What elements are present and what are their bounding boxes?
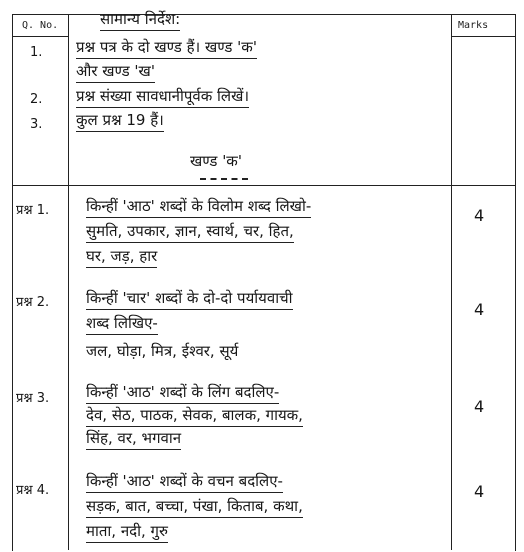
question-line: माता, नदी, गुरु xyxy=(86,520,168,543)
question-label: प्रश्न 1. xyxy=(16,203,50,218)
column-divider-marks xyxy=(451,14,452,550)
question-line: किन्हीं 'आठ' शब्दों के वचन बदलिए- xyxy=(86,470,283,493)
section-title: खण्ड 'क' xyxy=(190,152,242,170)
section-title-underline xyxy=(200,178,248,180)
instruction-line: कुल प्रश्न 19 हैं। xyxy=(76,109,164,132)
question-marks: 4 xyxy=(474,397,485,416)
column-divider-qno xyxy=(68,14,69,550)
question-line: सुमति, उपकार, ज्ञान, स्वार्थ, चर, हित, xyxy=(86,220,294,243)
marks-header-rule xyxy=(451,36,515,37)
question-marks: 4 xyxy=(474,206,485,225)
instruction-number: 2. xyxy=(30,92,43,107)
question-line: किन्हीं 'आठ' शब्दों के लिंग बदलिए- xyxy=(86,381,279,404)
instructions-title: सामान्य निर्देश: xyxy=(100,8,180,31)
question-line: जल, घोड़ा, मित्र, ईश्वर, सूर्य xyxy=(86,342,239,360)
question-marks: 4 xyxy=(474,300,485,319)
qno-header-rule xyxy=(12,36,69,37)
marks-header: Marks xyxy=(458,20,489,31)
qno-header: Q. No. xyxy=(22,20,59,31)
instruction-line: प्रश्न संख्या सावधानीपूर्वक लिखें। xyxy=(76,85,249,108)
question-label: प्रश्न 2. xyxy=(16,295,50,310)
instruction-number: 1. xyxy=(30,45,43,60)
question-line: देव, सेठ, पाठक, सेवक, बालक, गायक, xyxy=(86,404,303,427)
question-label: प्रश्न 3. xyxy=(16,391,50,406)
question-line: शब्द लिखिए- xyxy=(86,312,158,335)
question-line: घर, जड़, हार xyxy=(86,245,157,268)
question-line: सड़क, बात, बच्चा, पंखा, किताब, कथा, xyxy=(86,495,303,518)
instruction-line: और खण्ड 'ख' xyxy=(76,60,155,83)
question-line: किन्हीं 'चार' शब्दों के दो-दो पर्यायवाची xyxy=(86,287,293,310)
question-marks: 4 xyxy=(474,482,485,501)
question-line: सिंह, वर, भगवान xyxy=(86,427,181,450)
question-line: किन्हीं 'आठ' शब्दों के विलोम शब्द लिखो- xyxy=(86,195,311,218)
instruction-line: प्रश्न पत्र के दो खण्ड हैं। खण्ड 'क' xyxy=(76,36,257,59)
section-divider xyxy=(12,185,515,186)
instruction-number: 3. xyxy=(30,117,43,132)
question-label: प्रश्न 4. xyxy=(16,483,50,498)
